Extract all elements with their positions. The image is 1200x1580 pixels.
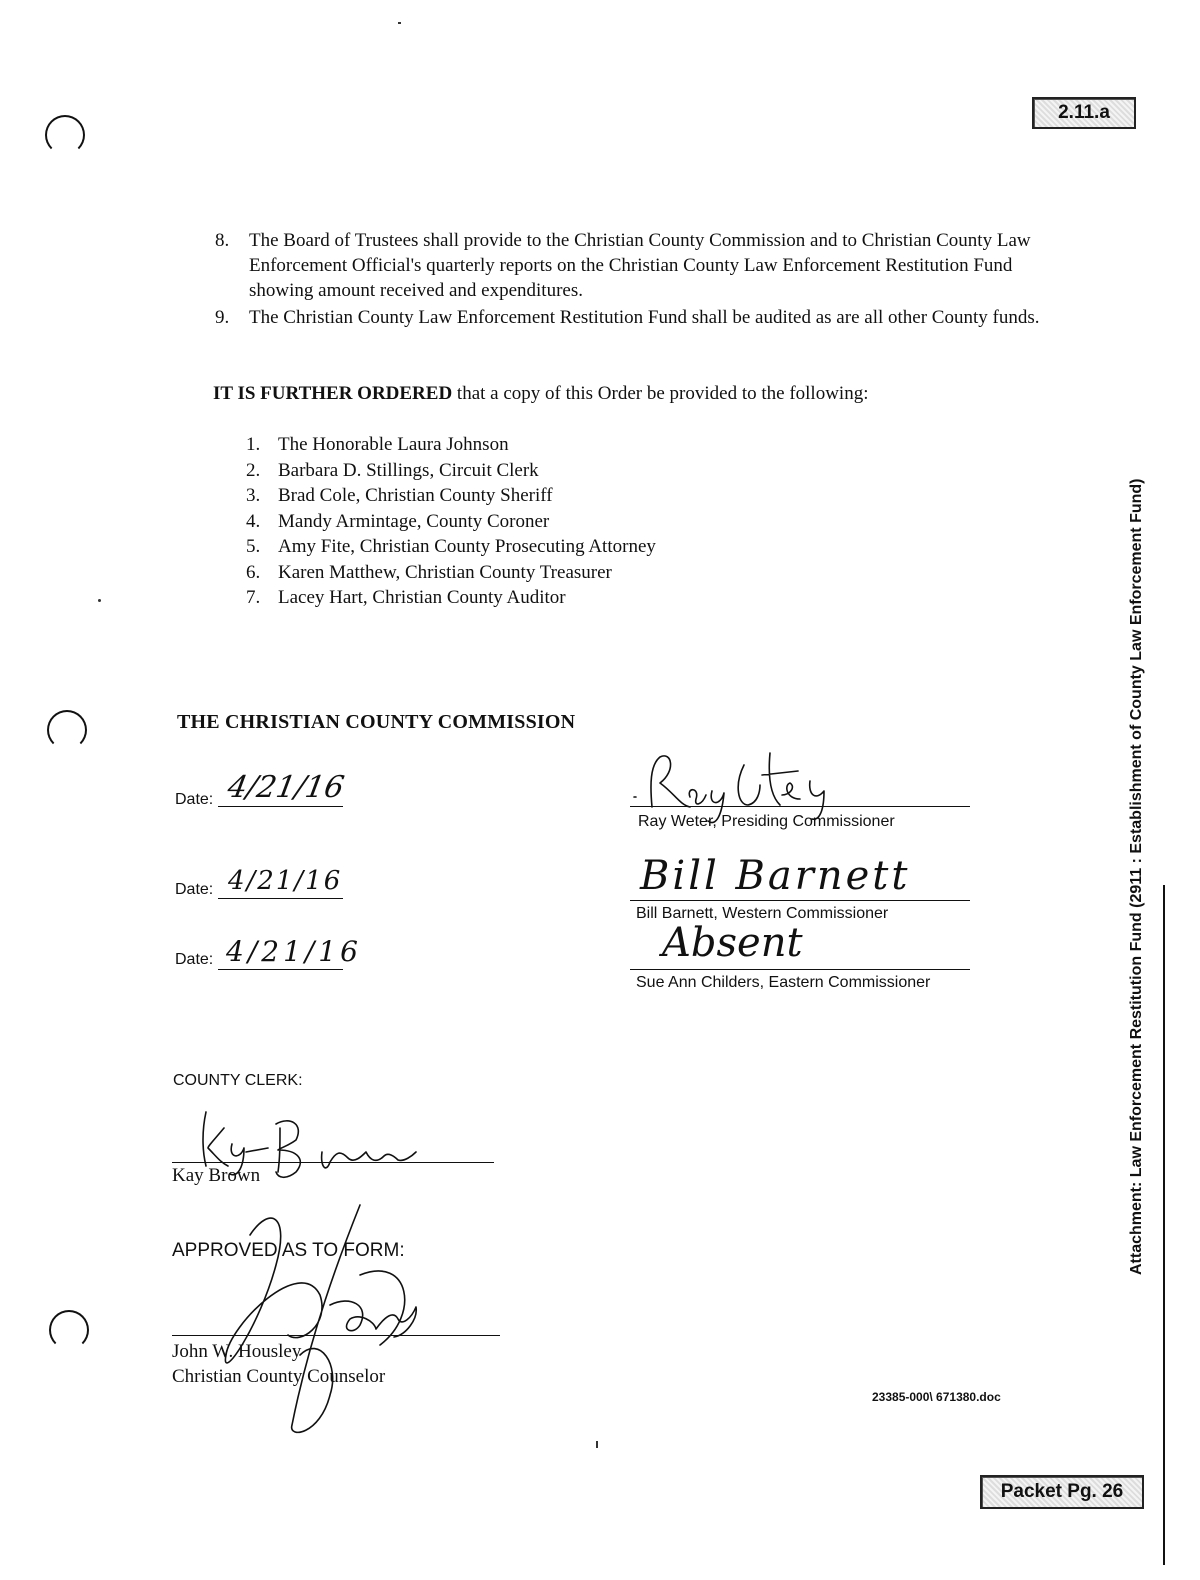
approved-label: APPROVED AS TO FORM: xyxy=(172,1240,405,1261)
binder-hole-middle xyxy=(47,710,87,750)
item-9-number: 9. xyxy=(215,307,230,328)
date-label-3: Date: xyxy=(175,951,214,968)
barnett-name: Bill Barnett, Western Commissioner xyxy=(636,905,889,922)
packet-page-badge: Packet Pg. 26 xyxy=(980,1475,1144,1509)
scan-speck xyxy=(596,1441,598,1448)
counselor-title: Christian County Counselor xyxy=(172,1366,386,1387)
date-handwritten-3: 4/21/16 xyxy=(226,935,362,968)
binder-hole-top xyxy=(45,115,85,155)
commission-title: THE CHRISTIAN COUNTY COMMISSION xyxy=(177,711,576,733)
childers-signature: Absent xyxy=(662,920,803,966)
recipient-list xyxy=(246,432,878,611)
item-8-number: 8. xyxy=(215,230,230,251)
agenda-item-badge: 2.11.a xyxy=(1032,97,1136,129)
recipient-5: 5. Amy Fite, Christian County Prosecuting Attorney xyxy=(246,536,656,557)
childers-name: Sue Ann Childers, Eastern Commissioner xyxy=(636,974,931,991)
date-line-1 xyxy=(218,806,343,807)
recipient-1: 1. The Honorable Laura Johnson xyxy=(246,434,509,455)
item-9 xyxy=(215,305,1045,330)
scan-speck xyxy=(98,599,101,602)
recipient-3: 3. Brad Cole, Christian County Sheriff xyxy=(246,485,553,506)
item-9-text: The Christian County Law Enforcement Restitution Fund shall be audited as are all other County funds. xyxy=(249,307,1040,328)
recipient-4: 4. Mandy Armintage, County Coroner xyxy=(246,510,550,532)
further-ordered xyxy=(213,381,1043,406)
item-8-text: The Board of Trustees shall provide to the Christian County Commission and to Christian County Law Enforcement Official's quarterly reports on the Christian County Law Enforcement Restitution Fund showing amount received and expenditures. xyxy=(249,230,1031,301)
counselor-name: John W. Housley xyxy=(172,1341,302,1362)
recipient-2: 2. Barbara D. Stillings, Circuit Clerk xyxy=(246,459,539,481)
date-line-2 xyxy=(218,898,343,899)
barnett-signature: Bill Barnett xyxy=(640,853,911,899)
recipient-7: 7. Lacey Hart, Christian County Auditor xyxy=(246,587,566,608)
date-label-1: Date: xyxy=(175,791,214,808)
weter-signature xyxy=(620,735,880,825)
scan-speck xyxy=(398,22,401,24)
further-ordered-bold: IT IS FURTHER ORDERED xyxy=(213,383,453,404)
item-8 xyxy=(215,228,1045,303)
right-edge-line xyxy=(1163,885,1165,1565)
county-clerk-label: COUNTY CLERK: xyxy=(173,1072,303,1089)
further-ordered-text: that a copy of this Order be provided to the following: xyxy=(452,383,869,404)
date-handwritten-2: 4/21/16 xyxy=(228,866,343,896)
weter-name: Ray Weter, Presiding Commissioner xyxy=(638,813,895,830)
side-attachment-label: Attachment: Law Enforcement Restitution Fund (2911 : Establishment of County Law Enforcement Fund) xyxy=(1128,478,1145,1275)
recipient-6: 6. Karen Matthew, Christian County Treasurer xyxy=(246,561,612,583)
clerk-name: Kay Brown xyxy=(172,1165,261,1186)
barnett-signature-line xyxy=(630,900,970,901)
binder-hole-bottom xyxy=(49,1310,89,1350)
date-label-2: Date: xyxy=(175,881,214,898)
document-reference: 23385-000\ 671380.doc xyxy=(872,1390,1001,1404)
date-handwritten-1: 4/21/16 xyxy=(224,770,347,805)
date-line-3 xyxy=(218,969,343,970)
childers-signature-line xyxy=(630,969,970,970)
counselor-signature xyxy=(180,1195,440,1440)
